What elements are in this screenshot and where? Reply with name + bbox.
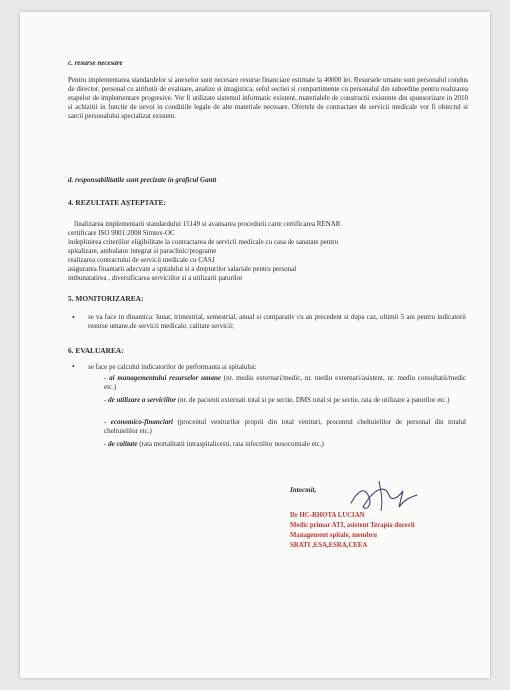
indicator-label: ai managementului resurselor umane	[109, 374, 221, 382]
result-line: certificare ISO 9001:2008 Simtex-OC	[68, 229, 175, 237]
bullet-icon: •	[72, 362, 75, 371]
monitoring-text: se va face in dinamica: lunar, trimestrial, semestrial, anual si comparativ cu an precedent si dupa caz, ultimii 5 ani pentru indicatorii resurse umane,de servicii medicale, calitate servicii;	[88, 313, 466, 330]
indicator-label: de calitate	[108, 440, 138, 448]
indicator-label: economico-financiari	[110, 418, 173, 426]
result-line: realizarea contractului de servicii medicale cu CASJ	[68, 256, 215, 264]
result-line: spitalizare, ambulator integrat si paraclinic/programe	[68, 247, 217, 255]
indicator-item: - economico-financiari (procentul veniturilor proprii din total venituri, procentul cheltuielilor de personal din totalul cheltuielilor etc.)	[104, 418, 466, 435]
result-line: asigurarea finantarii adecvate a spitalului si a drepturilor salariale pentru personal	[68, 265, 297, 273]
signatory-title: SRATI ,ESA,ESRA,CEEA	[290, 542, 368, 549]
signatory-name: Dr HC-RHOTA LUCIAN	[290, 512, 365, 519]
evaluation-intro: se face pe calculul indicatorilor de performanta ai spitalului:	[88, 363, 257, 371]
indicator-text: (procentul veniturilor proprii din total venituri, procentul cheltuielilor de personal din totalul cheltuielilor etc.)	[104, 418, 466, 435]
indicator-text: (rata mortalitatii intraspitalicesti, rata infectiilor nosocomiale etc.)	[139, 440, 324, 448]
indicator-item: - de calitate (rata mortalitatii intraspitalicesti, rata infectiilor nosocomiale etc.)	[104, 440, 324, 448]
result-line: imbunatatirea , diversificarea serviciilor si a utilizarii paturilor	[68, 274, 243, 282]
section-c-paragraph: Pentru implementarea standardelor si anexelor sunt necesare resurse financiare estimate la 40000 lei. Resursele umane sunt personalul condus de director, personal cu atributii de evaluare, analize si imagistica, seful sectiei si compartimente cu personalul din subordine pentru realizarea etapelor de implementare progresive. Vor fi utilizate sistemul informatic existent, materialele de constructii existente din sponsorizare in 2010 si achizitii in functie de nevoi in conditiile legale de alte materiale necesare. Ofertele de contractare de servicii medicale vor fi obiectul si sarcii personalului specializat existent.	[68, 76, 468, 120]
section-4-heading: 4. REZULTATE AȘTEPTATE:	[68, 198, 166, 207]
signatory-title: Medic primar ATI, asistent Terapia durerii	[290, 522, 415, 529]
result-line: finalizarea implementarii standardului 15149 si avansarea procedurii catre certificarea RENAR	[74, 220, 341, 228]
section-5-heading: 5. MONITORIZAREA:	[68, 294, 144, 303]
section-d-heading: d. responsabilitatile sunt precizate in graficul Gantt	[68, 176, 217, 184]
indicator-label: de utilizare a serviciilor	[108, 396, 176, 404]
indicator-text: (nr. de pacienti externati total si pe sectie, DMS total si pe sectie, rata de utilizare a paturilor etc.)	[177, 396, 450, 404]
section-c-heading: c. resurse necesare	[68, 59, 123, 67]
indicator-item: - ai managementului resurselor umane (nr. mediu externari/medic, nr. mediu externari/asistent, nr. mediu consultatii/medic etc.)	[104, 374, 466, 391]
document-page	[20, 12, 490, 678]
result-line: indeplinirea criteriilor eligibilitate la contractarea de servicii medicale cu casa de sanatate pentru	[68, 238, 339, 246]
bullet-icon: •	[72, 313, 75, 322]
indicator-item: - de utilizare a serviciilor (nr. de pacienti externati total si pe sectie, DMS total si pe sectie, rata de utilizare a paturilor etc.)	[104, 396, 450, 404]
closing-text: Intocmit,	[290, 486, 317, 494]
indicator-text: (nr. mediu externari/medic, nr. mediu externari/asistent, nr. mediu consultatii/medic etc.)	[104, 374, 466, 391]
signatory-title: Management spitale, membru	[290, 532, 378, 539]
section-6-heading: 6. EVALUAREA:	[68, 346, 124, 355]
